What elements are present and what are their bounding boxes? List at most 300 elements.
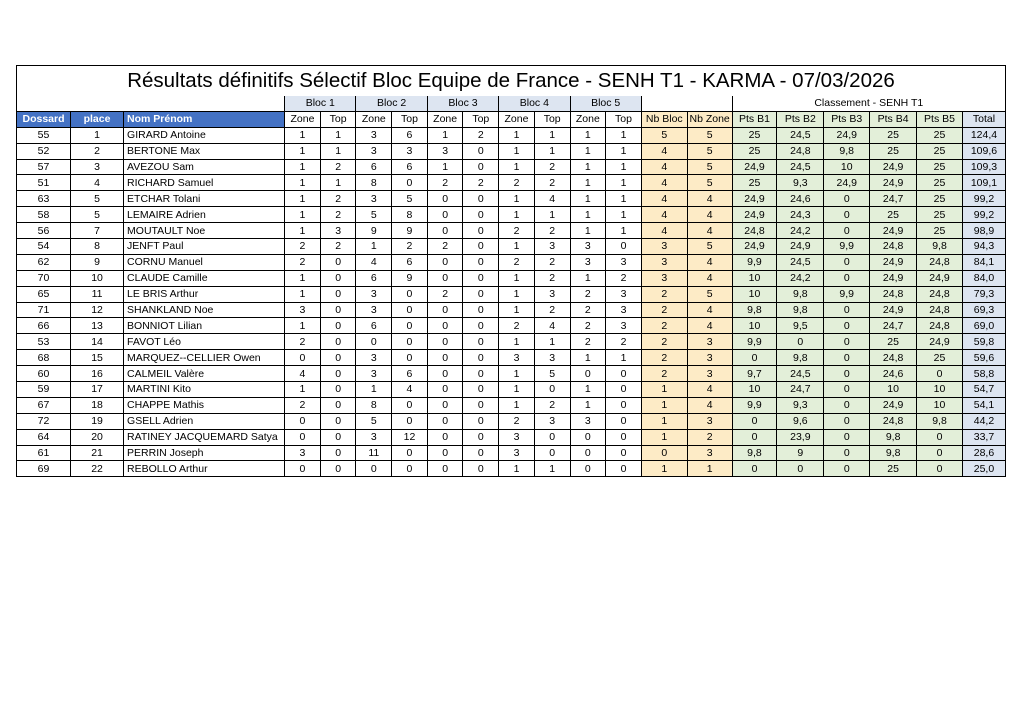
cell-bloc-5-top: 0 xyxy=(606,382,642,398)
cell-bloc-2-zone: 0 xyxy=(356,461,392,477)
cell-bloc-4-top: 3 xyxy=(534,286,570,302)
cell-place: 4 xyxy=(71,175,124,191)
cell-pts-b2: 9,8 xyxy=(777,350,824,366)
cell-bloc-2-zone: 5 xyxy=(356,207,392,223)
cell-pts-b1: 24,8 xyxy=(732,223,777,239)
cell-bloc-5-zone: 1 xyxy=(570,223,606,239)
table-row xyxy=(17,175,1006,191)
cell-place: 7 xyxy=(71,223,124,239)
cell-bloc-4-top: 3 xyxy=(534,413,570,429)
cell-dossard: 52 xyxy=(17,143,71,159)
cell-total: 58,8 xyxy=(962,366,1005,382)
cell-bloc-3-zone: 2 xyxy=(427,286,463,302)
cell-pts-b1: 0 xyxy=(732,429,777,445)
cell-dossard: 68 xyxy=(17,350,71,366)
cell-bloc-5-zone: 2 xyxy=(570,286,606,302)
cell-pts-b3: 0 xyxy=(824,207,870,223)
cell-total: 54,7 xyxy=(962,382,1005,398)
cell-bloc-1-zone: 1 xyxy=(285,207,321,223)
cell-dossard: 57 xyxy=(17,159,71,175)
cell-bloc-4-zone: 2 xyxy=(499,318,535,334)
cell-pts-b4: 25 xyxy=(870,334,917,350)
cell-place: 21 xyxy=(71,445,124,461)
cell-bloc-2-zone: 3 xyxy=(356,366,392,382)
cell-bloc-4-top: 2 xyxy=(534,175,570,191)
cell-bloc-1-top: 3 xyxy=(320,223,356,239)
cell-bloc-4-top: 0 xyxy=(534,445,570,461)
results-sheet xyxy=(16,65,1006,477)
cell-bloc-1-top: 2 xyxy=(320,207,356,223)
cell-bloc-3-top: 2 xyxy=(463,175,499,191)
cell-pts-b4: 9,8 xyxy=(870,445,917,461)
cell-bloc-2-zone: 3 xyxy=(356,143,392,159)
cell-pts-b5: 0 xyxy=(917,461,963,477)
cell-bloc-4-zone: 1 xyxy=(499,159,535,175)
cell-total: 94,3 xyxy=(962,239,1005,255)
column-header-dossard: Dossard xyxy=(17,111,71,127)
column-header-pts-b4: Pts B4 xyxy=(870,111,917,127)
cell-nb-zone: 1 xyxy=(687,461,732,477)
cell-bloc-3-zone: 1 xyxy=(427,159,463,175)
cell-place: 2 xyxy=(71,143,124,159)
cell-bloc-2-zone: 11 xyxy=(356,445,392,461)
cell-dossard: 60 xyxy=(17,366,71,382)
cell-total: 84,0 xyxy=(962,270,1005,286)
cell-pts-b1: 24,9 xyxy=(732,207,777,223)
cell-bloc-2-top: 0 xyxy=(392,350,428,366)
cell-bloc-4-top: 2 xyxy=(534,254,570,270)
cell-bloc-4-top: 3 xyxy=(534,350,570,366)
cell-total: 28,6 xyxy=(962,445,1005,461)
cell-nom-prenom: BONNIOT Lilian xyxy=(124,318,285,334)
column-header-nom-prenom: Nom Prénom xyxy=(124,111,285,127)
cell-nb-zone: 3 xyxy=(687,366,732,382)
bloc-group-header: Bloc 5 xyxy=(570,96,641,111)
cell-place: 22 xyxy=(71,461,124,477)
cell-pts-b4: 24,9 xyxy=(870,159,917,175)
cell-bloc-4-top: 2 xyxy=(534,270,570,286)
cell-bloc-5-top: 1 xyxy=(606,127,642,143)
cell-pts-b4: 24,8 xyxy=(870,239,917,255)
group-header-spacer xyxy=(17,96,285,111)
cell-bloc-5-zone: 0 xyxy=(570,366,606,382)
cell-bloc-3-top: 0 xyxy=(463,413,499,429)
cell-bloc-5-zone: 3 xyxy=(570,239,606,255)
cell-bloc-1-zone: 0 xyxy=(285,429,321,445)
cell-pts-b3: 9,8 xyxy=(824,143,870,159)
column-header-bloc-1-top: Top xyxy=(320,111,356,127)
cell-pts-b1: 0 xyxy=(732,413,777,429)
cell-bloc-5-top: 0 xyxy=(606,397,642,413)
cell-nom-prenom: RICHARD Samuel xyxy=(124,175,285,191)
cell-bloc-5-zone: 1 xyxy=(570,270,606,286)
cell-pts-b5: 25 xyxy=(917,207,963,223)
cell-bloc-3-top: 2 xyxy=(463,127,499,143)
cell-pts-b4: 24,8 xyxy=(870,413,917,429)
cell-nb-bloc: 1 xyxy=(641,382,687,398)
cell-dossard: 70 xyxy=(17,270,71,286)
cell-bloc-1-top: 0 xyxy=(320,397,356,413)
cell-pts-b2: 24,8 xyxy=(777,143,824,159)
cell-bloc-2-zone: 3 xyxy=(356,286,392,302)
cell-pts-b4: 25 xyxy=(870,461,917,477)
cell-bloc-3-zone: 2 xyxy=(427,239,463,255)
cell-bloc-3-top: 0 xyxy=(463,159,499,175)
cell-dossard: 63 xyxy=(17,191,71,207)
cell-nb-bloc: 2 xyxy=(641,286,687,302)
cell-bloc-1-zone: 0 xyxy=(285,413,321,429)
cell-nb-bloc: 5 xyxy=(641,127,687,143)
cell-bloc-5-zone: 1 xyxy=(570,159,606,175)
cell-bloc-1-zone: 1 xyxy=(285,175,321,191)
cell-nb-bloc: 4 xyxy=(641,191,687,207)
cell-bloc-2-top: 2 xyxy=(392,239,428,255)
cell-pts-b3: 0 xyxy=(824,366,870,382)
cell-pts-b2: 24,5 xyxy=(777,366,824,382)
cell-nom-prenom: CALMEIL Valère xyxy=(124,366,285,382)
cell-total: 54,1 xyxy=(962,397,1005,413)
cell-pts-b2: 24,7 xyxy=(777,382,824,398)
cell-bloc-4-zone: 2 xyxy=(499,254,535,270)
cell-bloc-3-zone: 0 xyxy=(427,270,463,286)
cell-pts-b1: 0 xyxy=(732,350,777,366)
cell-bloc-5-top: 3 xyxy=(606,286,642,302)
cell-bloc-1-top: 0 xyxy=(320,413,356,429)
cell-bloc-5-top: 1 xyxy=(606,159,642,175)
cell-pts-b1: 25 xyxy=(732,175,777,191)
table-row xyxy=(17,461,1006,477)
cell-place: 14 xyxy=(71,334,124,350)
cell-bloc-1-zone: 1 xyxy=(285,159,321,175)
cell-bloc-4-top: 1 xyxy=(534,207,570,223)
cell-pts-b4: 24,9 xyxy=(870,254,917,270)
cell-bloc-2-top: 0 xyxy=(392,175,428,191)
column-header-bloc-3-top: Top xyxy=(463,111,499,127)
cell-pts-b3: 0 xyxy=(824,302,870,318)
cell-pts-b4: 24,9 xyxy=(870,175,917,191)
cell-bloc-2-zone: 6 xyxy=(356,318,392,334)
cell-total: 99,2 xyxy=(962,207,1005,223)
cell-bloc-2-top: 0 xyxy=(392,397,428,413)
cell-bloc-5-zone: 2 xyxy=(570,334,606,350)
cell-pts-b5: 25 xyxy=(917,223,963,239)
cell-pts-b5: 0 xyxy=(917,445,963,461)
cell-nom-prenom: JENFT Paul xyxy=(124,239,285,255)
cell-nb-zone: 3 xyxy=(687,445,732,461)
cell-bloc-5-zone: 3 xyxy=(570,254,606,270)
cell-bloc-5-zone: 2 xyxy=(570,302,606,318)
cell-nb-bloc: 4 xyxy=(641,159,687,175)
cell-bloc-5-top: 0 xyxy=(606,445,642,461)
cell-bloc-1-zone: 0 xyxy=(285,461,321,477)
cell-bloc-3-top: 0 xyxy=(463,350,499,366)
cell-bloc-3-top: 0 xyxy=(463,254,499,270)
cell-bloc-2-top: 0 xyxy=(392,318,428,334)
cell-bloc-1-zone: 3 xyxy=(285,302,321,318)
cell-bloc-1-top: 1 xyxy=(320,127,356,143)
cell-dossard: 65 xyxy=(17,286,71,302)
cell-bloc-2-top: 3 xyxy=(392,143,428,159)
cell-pts-b2: 24,3 xyxy=(777,207,824,223)
column-header-bloc-2-zone: Zone xyxy=(356,111,392,127)
cell-pts-b4: 9,8 xyxy=(870,429,917,445)
cell-pts-b4: 24,6 xyxy=(870,366,917,382)
cell-bloc-4-top: 0 xyxy=(534,382,570,398)
cell-bloc-2-zone: 1 xyxy=(356,239,392,255)
cell-total: 84,1 xyxy=(962,254,1005,270)
cell-bloc-1-zone: 2 xyxy=(285,397,321,413)
cell-bloc-3-top: 0 xyxy=(463,270,499,286)
cell-pts-b3: 9,9 xyxy=(824,239,870,255)
table-row xyxy=(17,254,1006,270)
cell-bloc-3-top: 0 xyxy=(463,207,499,223)
cell-bloc-2-zone: 3 xyxy=(356,127,392,143)
cell-pts-b1: 0 xyxy=(732,461,777,477)
cell-nb-bloc: 3 xyxy=(641,270,687,286)
cell-bloc-3-zone: 0 xyxy=(427,223,463,239)
cell-bloc-1-top: 0 xyxy=(320,318,356,334)
cell-bloc-5-top: 0 xyxy=(606,366,642,382)
cell-pts-b5: 10 xyxy=(917,397,963,413)
table-row xyxy=(17,207,1006,223)
cell-bloc-4-top: 2 xyxy=(534,397,570,413)
cell-bloc-4-top: 4 xyxy=(534,191,570,207)
table-row xyxy=(17,191,1006,207)
cell-pts-b4: 24,7 xyxy=(870,191,917,207)
cell-bloc-4-top: 2 xyxy=(534,159,570,175)
cell-nom-prenom: GIRARD Antoine xyxy=(124,127,285,143)
cell-pts-b2: 24,5 xyxy=(777,159,824,175)
cell-pts-b3: 24,9 xyxy=(824,175,870,191)
cell-place: 9 xyxy=(71,254,124,270)
cell-bloc-1-top: 2 xyxy=(320,239,356,255)
cell-bloc-1-zone: 2 xyxy=(285,239,321,255)
cell-bloc-4-zone: 1 xyxy=(499,366,535,382)
cell-bloc-5-top: 1 xyxy=(606,175,642,191)
cell-bloc-5-zone: 1 xyxy=(570,127,606,143)
table-row xyxy=(17,302,1006,318)
cell-dossard: 69 xyxy=(17,461,71,477)
cell-bloc-1-zone: 1 xyxy=(285,223,321,239)
cell-dossard: 71 xyxy=(17,302,71,318)
cell-pts-b4: 25 xyxy=(870,207,917,223)
cell-pts-b5: 24,9 xyxy=(917,334,963,350)
cell-bloc-4-zone: 2 xyxy=(499,223,535,239)
column-header-bloc-3-zone: Zone xyxy=(427,111,463,127)
cell-bloc-1-zone: 1 xyxy=(285,382,321,398)
cell-bloc-1-top: 0 xyxy=(320,334,356,350)
cell-total: 69,3 xyxy=(962,302,1005,318)
cell-nb-zone: 3 xyxy=(687,413,732,429)
table-row xyxy=(17,445,1006,461)
cell-bloc-4-top: 5 xyxy=(534,366,570,382)
cell-dossard: 55 xyxy=(17,127,71,143)
cell-pts-b5: 25 xyxy=(917,143,963,159)
cell-bloc-2-top: 6 xyxy=(392,366,428,382)
cell-bloc-3-zone: 0 xyxy=(427,397,463,413)
cell-dossard: 59 xyxy=(17,382,71,398)
cell-bloc-1-zone: 1 xyxy=(285,286,321,302)
cell-bloc-1-top: 0 xyxy=(320,382,356,398)
cell-dossard: 61 xyxy=(17,445,71,461)
cell-nom-prenom: FAVOT Léo xyxy=(124,334,285,350)
cell-bloc-4-zone: 3 xyxy=(499,429,535,445)
cell-bloc-3-top: 0 xyxy=(463,334,499,350)
cell-bloc-5-zone: 1 xyxy=(570,175,606,191)
cell-dossard: 66 xyxy=(17,318,71,334)
cell-pts-b3: 0 xyxy=(824,223,870,239)
column-header-nb-bloc: Nb Bloc xyxy=(641,111,687,127)
cell-bloc-2-zone: 6 xyxy=(356,159,392,175)
cell-nb-bloc: 2 xyxy=(641,334,687,350)
cell-dossard: 67 xyxy=(17,397,71,413)
cell-bloc-3-top: 0 xyxy=(463,223,499,239)
cell-bloc-4-zone: 1 xyxy=(499,461,535,477)
cell-bloc-5-zone: 1 xyxy=(570,397,606,413)
cell-bloc-1-top: 0 xyxy=(320,254,356,270)
cell-bloc-3-zone: 0 xyxy=(427,334,463,350)
cell-pts-b1: 24,9 xyxy=(732,239,777,255)
column-header-pts-b3: Pts B3 xyxy=(824,111,870,127)
cell-nb-zone: 5 xyxy=(687,159,732,175)
table-row xyxy=(17,270,1006,286)
cell-bloc-5-zone: 3 xyxy=(570,413,606,429)
cell-place: 13 xyxy=(71,318,124,334)
cell-pts-b3: 0 xyxy=(824,318,870,334)
cell-pts-b2: 23,9 xyxy=(777,429,824,445)
cell-nb-zone: 5 xyxy=(687,127,732,143)
cell-bloc-2-top: 6 xyxy=(392,127,428,143)
cell-pts-b5: 0 xyxy=(917,429,963,445)
cell-bloc-5-zone: 0 xyxy=(570,461,606,477)
cell-bloc-4-zone: 1 xyxy=(499,334,535,350)
cell-bloc-5-zone: 0 xyxy=(570,445,606,461)
cell-pts-b2: 0 xyxy=(777,334,824,350)
cell-dossard: 64 xyxy=(17,429,71,445)
cell-bloc-1-top: 2 xyxy=(320,159,356,175)
cell-pts-b1: 10 xyxy=(732,382,777,398)
cell-pts-b1: 10 xyxy=(732,318,777,334)
cell-pts-b3: 0 xyxy=(824,397,870,413)
column-header-pts-b2: Pts B2 xyxy=(777,111,824,127)
cell-bloc-5-top: 2 xyxy=(606,270,642,286)
cell-bloc-2-top: 6 xyxy=(392,159,428,175)
cell-nom-prenom: SHANKLAND Noe xyxy=(124,302,285,318)
cell-pts-b1: 9,9 xyxy=(732,334,777,350)
cell-bloc-2-top: 8 xyxy=(392,207,428,223)
cell-bloc-4-zone: 1 xyxy=(499,207,535,223)
cell-bloc-5-top: 1 xyxy=(606,350,642,366)
cell-pts-b2: 24,5 xyxy=(777,127,824,143)
cell-bloc-5-zone: 1 xyxy=(570,350,606,366)
cell-pts-b1: 24,9 xyxy=(732,159,777,175)
cell-pts-b5: 24,8 xyxy=(917,302,963,318)
cell-bloc-1-top: 1 xyxy=(320,175,356,191)
cell-bloc-4-zone: 1 xyxy=(499,143,535,159)
cell-nb-zone: 2 xyxy=(687,429,732,445)
cell-bloc-4-top: 3 xyxy=(534,239,570,255)
cell-pts-b5: 24,8 xyxy=(917,286,963,302)
cell-nom-prenom: CORNU Manuel xyxy=(124,254,285,270)
cell-bloc-3-top: 0 xyxy=(463,191,499,207)
cell-bloc-2-zone: 1 xyxy=(356,382,392,398)
table-row xyxy=(17,159,1006,175)
cell-bloc-4-zone: 1 xyxy=(499,382,535,398)
cell-bloc-5-zone: 2 xyxy=(570,318,606,334)
cell-nom-prenom: RATINEY JACQUEMARD Satya xyxy=(124,429,285,445)
cell-bloc-1-zone: 3 xyxy=(285,445,321,461)
cell-bloc-2-zone: 3 xyxy=(356,302,392,318)
cell-nom-prenom: MARTINI Kito xyxy=(124,382,285,398)
cell-nom-prenom: BERTONE Max xyxy=(124,143,285,159)
cell-bloc-5-top: 0 xyxy=(606,461,642,477)
cell-bloc-5-top: 1 xyxy=(606,207,642,223)
cell-pts-b5: 25 xyxy=(917,159,963,175)
cell-bloc-2-top: 0 xyxy=(392,334,428,350)
cell-total: 25,0 xyxy=(962,461,1005,477)
cell-bloc-4-zone: 1 xyxy=(499,239,535,255)
cell-bloc-2-top: 9 xyxy=(392,270,428,286)
cell-pts-b4: 25 xyxy=(870,127,917,143)
cell-pts-b3: 0 xyxy=(824,413,870,429)
cell-pts-b1: 24,9 xyxy=(732,191,777,207)
cell-pts-b3: 0 xyxy=(824,191,870,207)
cell-nb-bloc: 4 xyxy=(641,143,687,159)
table-row xyxy=(17,382,1006,398)
cell-nom-prenom: CHAPPE Mathis xyxy=(124,397,285,413)
cell-total: 33,7 xyxy=(962,429,1005,445)
cell-pts-b1: 25 xyxy=(732,143,777,159)
cell-nb-bloc: 0 xyxy=(641,445,687,461)
cell-pts-b3: 10 xyxy=(824,159,870,175)
cell-bloc-3-zone: 0 xyxy=(427,429,463,445)
cell-pts-b2: 9,3 xyxy=(777,175,824,191)
cell-bloc-4-zone: 1 xyxy=(499,127,535,143)
cell-bloc-5-zone: 1 xyxy=(570,143,606,159)
cell-bloc-3-top: 0 xyxy=(463,143,499,159)
cell-nom-prenom: AVEZOU Sam xyxy=(124,159,285,175)
cell-pts-b2: 24,2 xyxy=(777,223,824,239)
column-header-bloc-2-top: Top xyxy=(392,111,428,127)
cell-nom-prenom: CLAUDE Camille xyxy=(124,270,285,286)
cell-nb-zone: 4 xyxy=(687,191,732,207)
cell-bloc-4-top: 2 xyxy=(534,223,570,239)
cell-bloc-3-zone: 0 xyxy=(427,366,463,382)
cell-bloc-2-top: 9 xyxy=(392,223,428,239)
cell-pts-b5: 24,8 xyxy=(917,318,963,334)
cell-nb-bloc: 3 xyxy=(641,239,687,255)
cell-nb-zone: 3 xyxy=(687,350,732,366)
group-header-spacer xyxy=(641,96,732,111)
cell-total: 79,3 xyxy=(962,286,1005,302)
cell-nom-prenom: ETCHAR Tolani xyxy=(124,191,285,207)
cell-bloc-5-zone: 1 xyxy=(570,207,606,223)
cell-pts-b5: 25 xyxy=(917,175,963,191)
cell-bloc-2-zone: 3 xyxy=(356,191,392,207)
cell-pts-b2: 24,6 xyxy=(777,191,824,207)
cell-nb-bloc: 2 xyxy=(641,350,687,366)
table-row xyxy=(17,366,1006,382)
cell-pts-b5: 25 xyxy=(917,350,963,366)
cell-dossard: 58 xyxy=(17,207,71,223)
cell-bloc-3-top: 0 xyxy=(463,382,499,398)
cell-bloc-3-top: 0 xyxy=(463,286,499,302)
cell-bloc-1-zone: 1 xyxy=(285,143,321,159)
table-row xyxy=(17,318,1006,334)
cell-pts-b5: 9,8 xyxy=(917,239,963,255)
cell-bloc-1-zone: 1 xyxy=(285,318,321,334)
cell-bloc-2-zone: 0 xyxy=(356,334,392,350)
